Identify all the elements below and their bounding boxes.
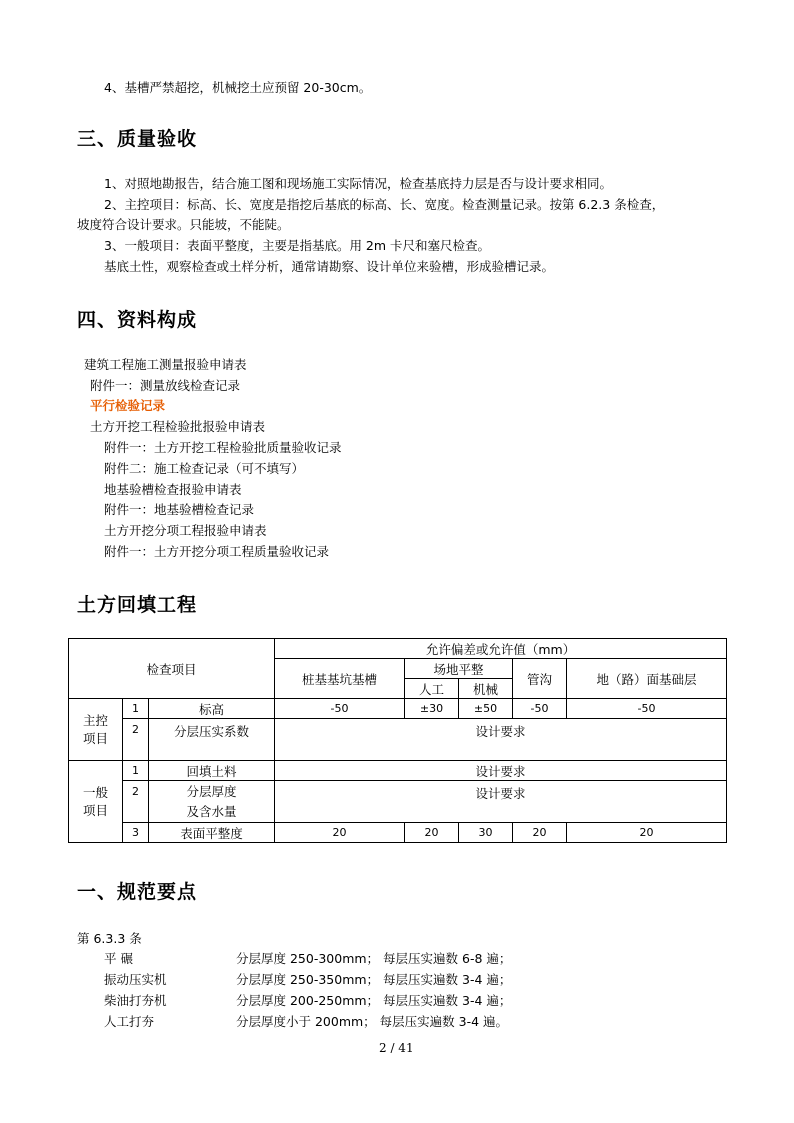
quality-item-4: 基底土性，观察检查或土样分析，通常请勘察、设计单位来验槽，形成验槽记录。 [104, 259, 555, 274]
group-general: 一般项目 [69, 761, 123, 843]
machine-spec: 分层厚度 250-300mm； 每层压实遍数 6-8 遍； [236, 951, 512, 966]
header-base-layer: 地（路）面基础层 [567, 659, 727, 699]
quality-item-2: 2、主控项目：标高、长、宽度是指挖后基底的标高、长、宽度。检查测量记录。按第 6.2.3 条检查， [104, 197, 665, 212]
row-item-name: 表面平整度 [149, 823, 275, 843]
header-manual: 人工 [405, 679, 459, 699]
machine-spec: 分层厚度 200-250mm； 每层压实遍数 3-4 遍； [236, 993, 512, 1008]
row-item-name: 分层压实系数 [149, 719, 275, 761]
doc-item: 附件一：土方开挖分项工程质量验收记录 [104, 544, 330, 559]
doc-item: 附件一：测量放线检查记录 [90, 378, 241, 393]
doc-item: 附件二：施工检查记录（可不填写） [104, 461, 305, 476]
cell-value: 30 [459, 823, 513, 843]
doc-item: 土方开挖分项工程报验申请表 [104, 523, 267, 538]
machine-name: 柴油打夯机 [104, 993, 167, 1008]
excavation-rule-4: 4、基槽严禁超挖，机械挖土应预留 20-30cm。 [104, 80, 372, 95]
doc-item: 建筑工程施工测量报验申请表 [84, 357, 247, 372]
row-item-name: 标高 [149, 699, 275, 719]
cell-merged-requirement: 设计要求 [275, 781, 727, 823]
machine-spec: 分层厚度 250-350mm； 每层压实遍数 3-4 遍； [236, 972, 512, 987]
section-heading-specs: 一、规范要点 [77, 881, 198, 903]
cell-value: 20 [513, 823, 567, 843]
header-check-item: 检查项目 [69, 639, 275, 699]
doc-item: 土方开挖工程检验批报验申请表 [90, 419, 266, 434]
row-item-name: 回填土料 [149, 761, 275, 781]
doc-item: 附件一：地基验槽检查记录 [104, 502, 255, 517]
doc-item: 附件一：土方开挖工程检验批质量验收记录 [104, 440, 342, 455]
section-heading-backfill: 土方回填工程 [77, 594, 198, 616]
cell-value: ±50 [459, 699, 513, 719]
row-number: 1 [123, 699, 149, 719]
clause-number: 第 6.3.3 条 [77, 931, 142, 946]
section-heading-quality: 三、质量验收 [77, 128, 198, 150]
cell-value: 20 [405, 823, 459, 843]
page-number: 2 / 41 [379, 1041, 414, 1055]
cell-value: 20 [567, 823, 727, 843]
cell-value: ±30 [405, 699, 459, 719]
doc-item: 地基验槽检查报验申请表 [104, 482, 242, 497]
cell-value: 20 [275, 823, 405, 843]
cell-merged-requirement: 设计要求 [275, 761, 727, 781]
quality-item-2-cont: 坡度符合设计要求。只能坡，不能陡。 [77, 217, 290, 232]
cell-value: -50 [567, 699, 727, 719]
row-number: 2 [123, 781, 149, 823]
header-pit: 桩基基坑基槽 [275, 659, 405, 699]
quality-item-3: 3、一般项目：表面平整度，主要是指基底。用 2m 卡尺和塞尺检查。 [104, 238, 491, 253]
row-item-name-line: 及含水量 [186, 803, 237, 819]
cell-value: -50 [513, 699, 567, 719]
cell-value: -50 [275, 699, 405, 719]
header-trench: 管沟 [513, 659, 567, 699]
backfill-tolerance-table [68, 638, 727, 843]
doc-item-highlighted: 平行检验记录 [90, 398, 166, 413]
quality-item-1: 1、对照地勘报告，结合施工图和现场施工实际情况，检查基底持力层是否与设计要求相同。 [104, 176, 612, 191]
row-number: 2 [123, 719, 149, 761]
machine-spec: 分层厚度小于 200mm； 每层压实遍数 3-4 遍。 [236, 1014, 509, 1029]
section-heading-documents: 四、资料构成 [77, 309, 198, 331]
row-item-name-line: 分层厚度 [186, 783, 237, 799]
machine-name: 平 碾 [104, 951, 133, 966]
header-site-grading: 场地平整 [405, 659, 513, 679]
group-main-control: 主控项目 [69, 699, 123, 761]
row-number: 1 [123, 761, 149, 781]
row-number: 3 [123, 823, 149, 843]
machine-name: 人工打夯 [104, 1014, 155, 1029]
header-machine: 机械 [459, 679, 513, 699]
header-tolerance: 允许偏差或允许值（mm） [275, 639, 727, 659]
cell-merged-requirement: 设计要求 [275, 719, 727, 761]
row-item-name [149, 781, 275, 823]
machine-name: 振动压实机 [104, 972, 167, 987]
